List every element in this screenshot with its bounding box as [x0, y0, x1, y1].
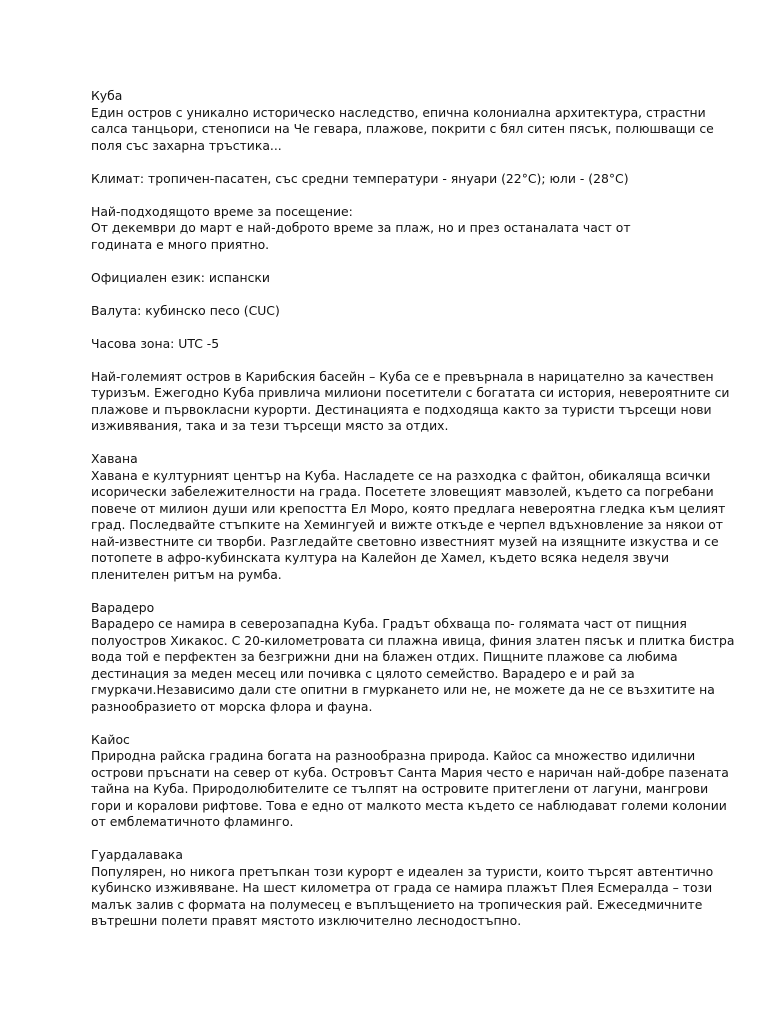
paragraph-line: вътрешни полети правят мястото изключително леснодостъпно. — [91, 913, 522, 928]
overview-section — [91, 368, 730, 435]
paragraph-line: град. Последвайте стъпките на Хемингуей и вижте откъде е черпел вдъхновление за някои от — [91, 517, 724, 532]
section-heading-varadero: Варадеро — [91, 599, 155, 615]
paragraph-line: полуостров Хикакос. С 20-километровата си плажна ивица, финия златен пясък и плитка бистра — [91, 632, 735, 648]
paragraph-line: исорически забележителности на града. Посетете зловещият мавзолей, където са погребани — [91, 484, 714, 499]
section-heading-guardalavaca: Гуардалавака — [91, 847, 183, 862]
section-heading-best-time: Най-подходящото време за посещение: — [91, 203, 353, 219]
section-heading-cuba: Куба — [91, 88, 123, 103]
paragraph-line: туризъм. Ежегодно Куба привлича милиони посетители с богатата си история, невероятните си — [91, 385, 730, 400]
paragraph-line: острови пръснати на север от куба. Островът Санта Мария често е наричан най-добре пазената — [91, 764, 729, 780]
paragraph-line: вода той е перфектен за безгрижни дни на блажен отдих. Пищните плажове са любима — [91, 649, 678, 664]
paragraph-line: Популярен, но никога претъпкан този курорт е идеален за туристи, които търсят автентично — [91, 863, 714, 879]
timezone-section — [91, 336, 711, 353]
paragraph-line: дестинация за меден месец или почивка с цялото семейство. Варадеро е и рай за — [91, 665, 635, 681]
paragraph-line: малък залив с формата на полумесец е въплъщението на тропическия рай. Ежеседмичните — [91, 896, 703, 912]
section-heading-cayos: Кайос — [91, 731, 130, 747]
timezone-line: Часова зона: UTC -5 — [91, 335, 220, 351]
paragraph-line: изживявания, така и за тези търсещи място за отдих. — [91, 418, 449, 433]
paragraph-line: тайна на Куба. Природолюбителите се тълпят на островите притеглени от лагуни, мангрови — [91, 781, 709, 796]
paragraph-line: разнообразието от морска флора и фауна. — [91, 698, 373, 714]
climate-line: Климат: тропичен-пасатен, със средни температури - януари (22°C); юли - (28°C) — [91, 170, 629, 186]
paragraph-line: най-известните си творби. Разгледайте световно известният музей на изящните изкуства и се — [91, 533, 719, 549]
section-heading-havana: Хавана — [91, 451, 138, 466]
paragraph-line: потопете в афро-кубинската култура на Калейон де Хамел, където всяка неделя звучи — [91, 550, 670, 565]
paragraph-line: гори и коралови рифтове. Това е едно от малкото места където се наблюдават големи колонии — [91, 797, 727, 813]
paragraph-line: Хавана е културният център на Куба. Насладете се на разходка с файтон, обикаляща всички — [91, 467, 711, 483]
paragraph-line: поля със захарна тръстика... — [91, 137, 282, 153]
climate-section — [91, 171, 711, 188]
intro-section — [91, 88, 714, 154]
paragraph-line: гмуркачи.Независимо дали сте опитни в гмуркането или не, не можете да не се възхитите на — [91, 682, 715, 697]
havana-section — [91, 451, 726, 583]
paragraph-line: Един остров с уникално историческо наследство, епична колониална архитектура, страстни — [91, 104, 706, 120]
paragraph-line: салса танцьори, стенописи на Че гевара, плажове, покрити с бял ситен пясък, полюшващи се — [91, 121, 714, 136]
currency-line: Валута: кубинско песо (CUC) — [91, 302, 280, 318]
paragraph-line: от емблематичното фламинго. — [91, 814, 294, 829]
cayos-section — [91, 731, 729, 831]
paragraph-line: повече от милион души или крепостта Ел Моро, която предлага невероятна гледка към целият — [91, 500, 726, 516]
varadero-section — [91, 599, 735, 716]
paragraph-line: Варадеро се намира в северозападна Куба. Градът обхваща по- голямата част от пищния — [91, 616, 687, 631]
paragraph-line: кубинско изживяване. На шест километра от града се намира плажът Плея Есмералда – този — [91, 880, 713, 895]
currency-section — [91, 303, 711, 320]
paragraph-line: Най-големият остров в Карибския басейн – Куба се е превърнала в нарицателно за качествен — [91, 368, 714, 384]
language-line: Официален език: испански — [91, 269, 270, 285]
paragraph-line: пленителен ритъм на румба. — [91, 566, 282, 582]
language-section — [91, 270, 711, 287]
paragraph-line: годината е много приятно. — [91, 236, 270, 252]
paragraph-line: От декември до март е най-доброто време за плаж, но и през останалата част от — [91, 220, 631, 235]
paragraph-line: Природна райска градина богата на разнообразна природа. Кайос са множество идилични — [91, 748, 696, 763]
document-page — [91, 88, 735, 946]
paragraph-line: плажове и първокласни курорти. Дестинацията е подходяща както за туристи търсещи нови — [91, 401, 712, 417]
guardalavaca-section — [91, 847, 714, 930]
best-time-section — [91, 204, 711, 254]
